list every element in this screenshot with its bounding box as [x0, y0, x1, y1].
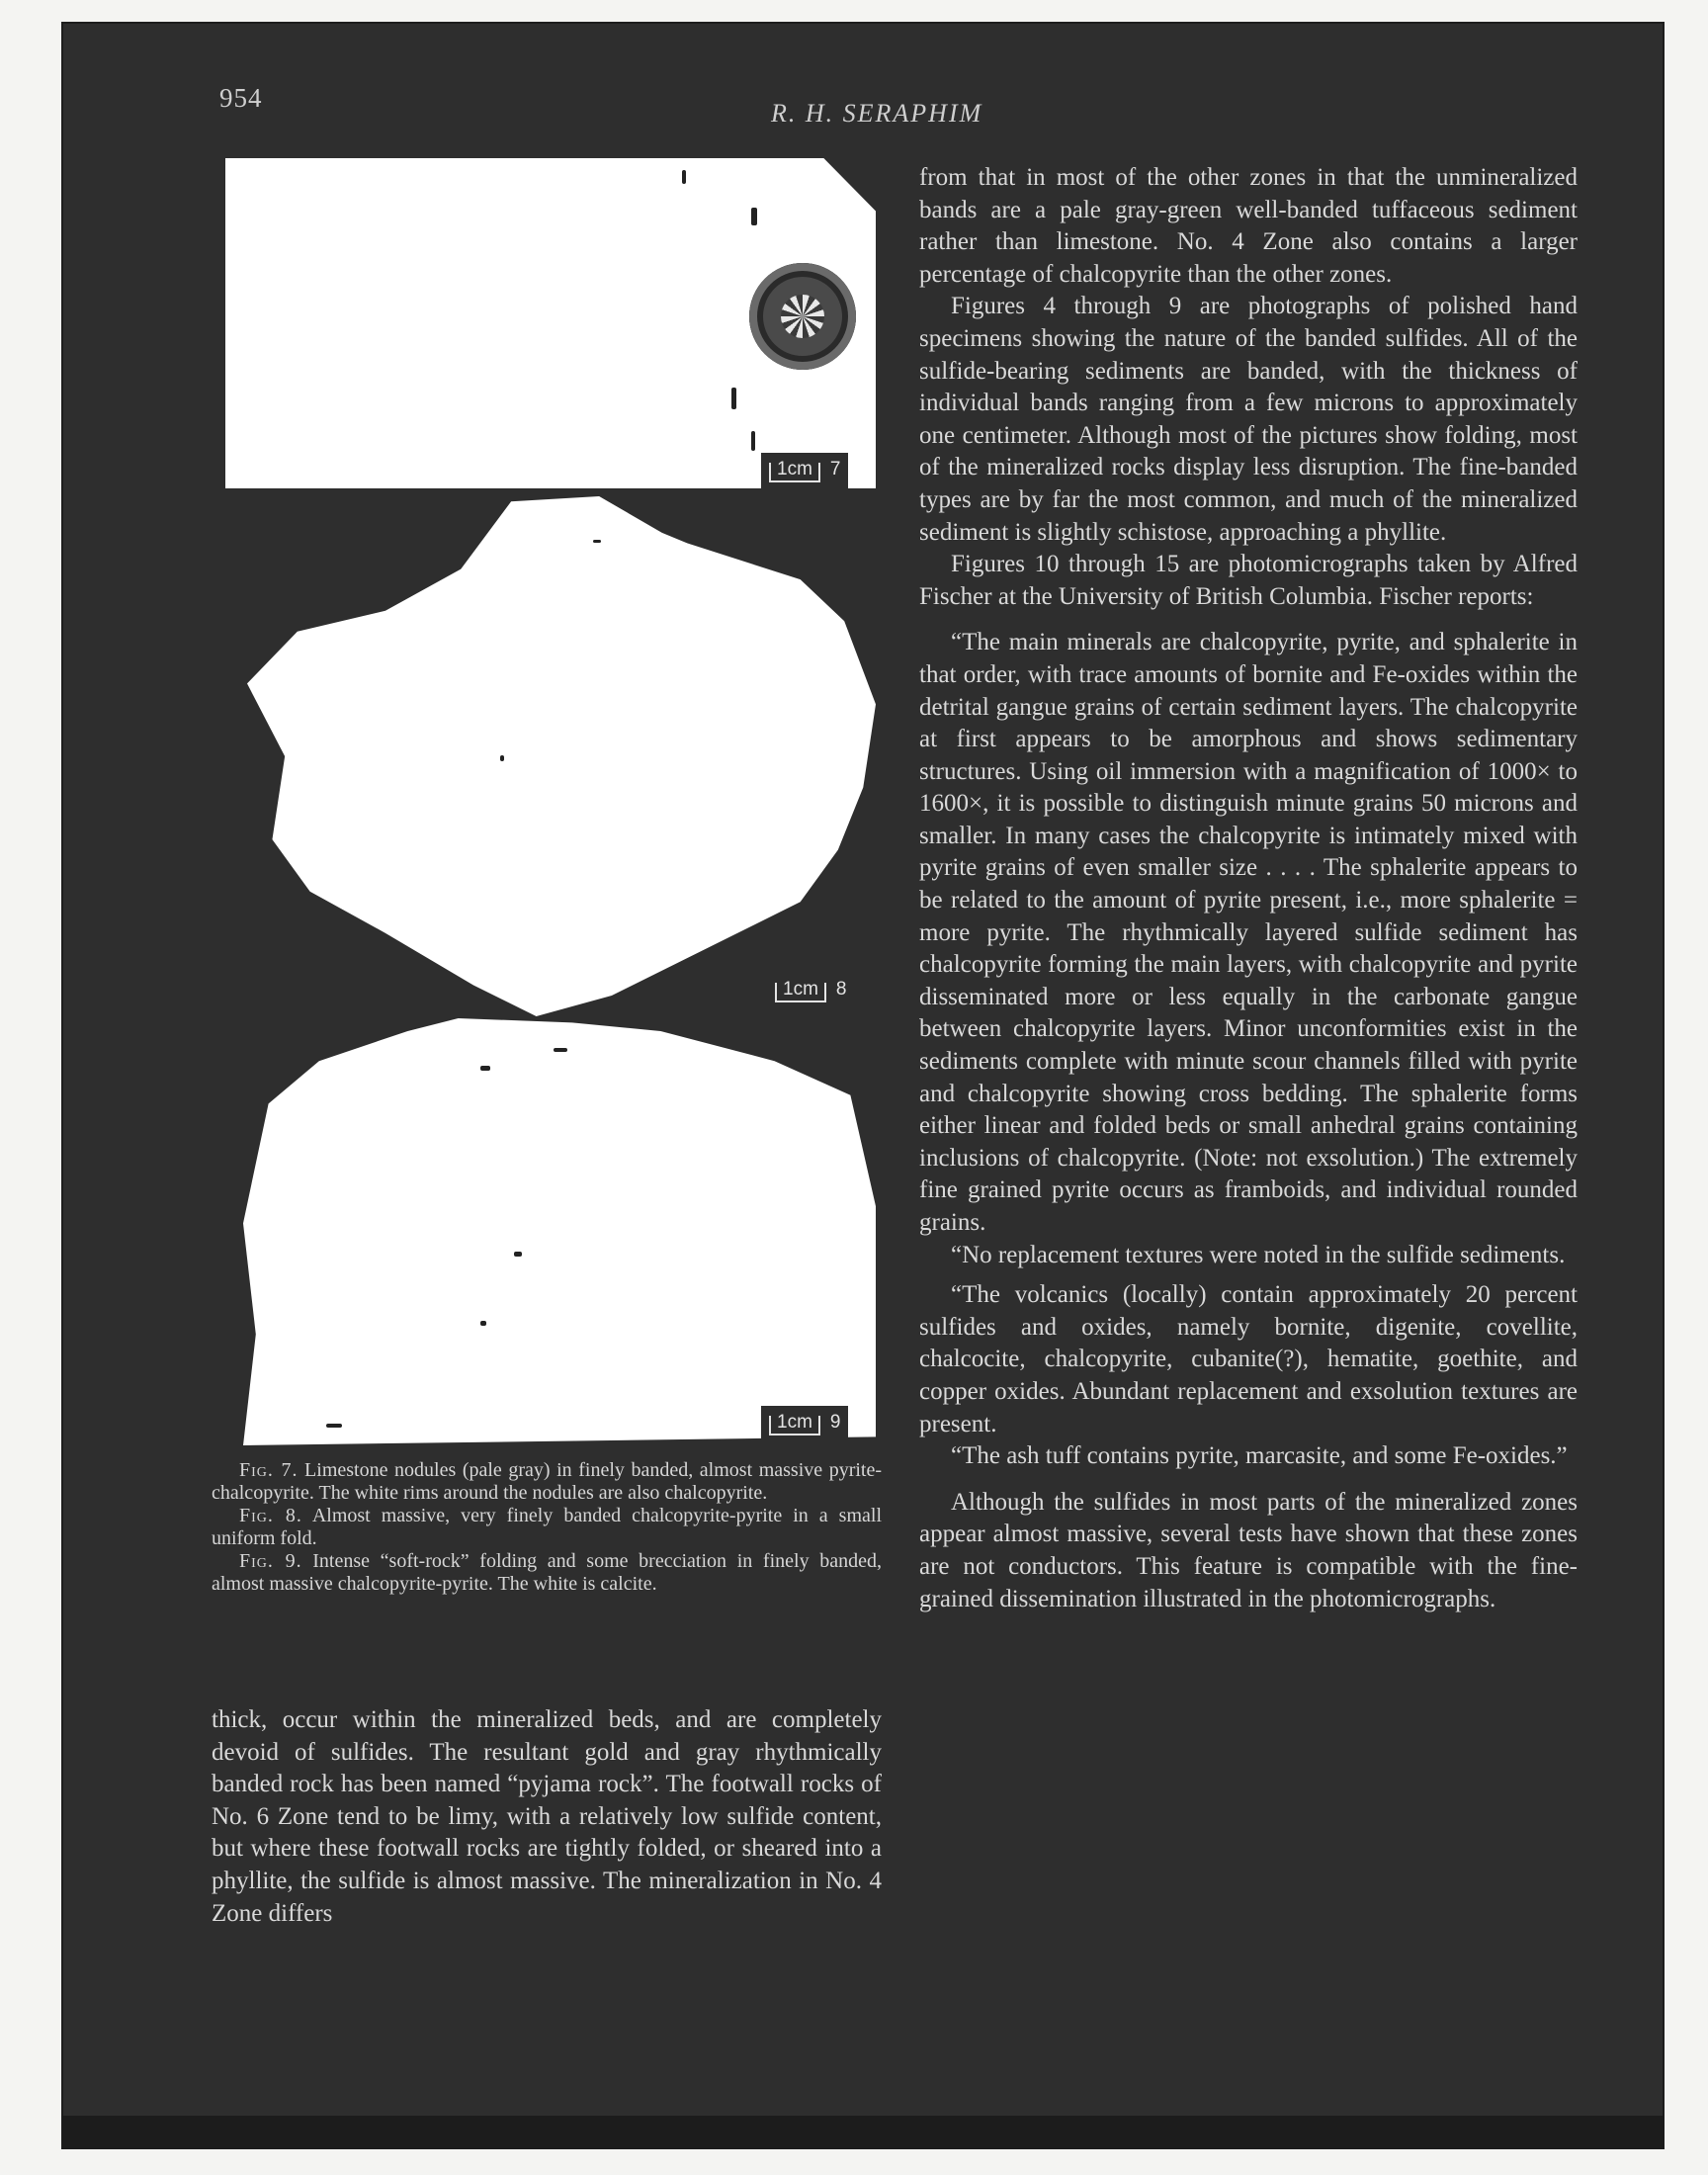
page-number: 954	[219, 83, 263, 113]
speck	[682, 170, 686, 184]
left-paragraph: thick, occur within the mineralized beds, and are completely devoid of sulfides. The resultant gold and gray rhythmically banded rock has been named “pyjama rock”. The footwall rocks of No. 6 Zone tend to be limy, with a relatively low sulfide content, but where these footwall rocks are tightly folded, or sheared into a phyllite, the sulfide is almost massive. The mineralization in No. 4 Zone differs	[212, 1706, 882, 1927]
fischer-quote-3: “The volcanics (locally) contain approximately 20 percent sulfides and oxides, namely bornite, digenite, covellite, chalcocite, chalcopyrite, cubanite(?), hematite, goethite, and copper oxides. Abundant replacement and exsolution textures are present.	[919, 1281, 1578, 1437]
fischer-quote-2: “No replacement textures were noted in the sulfide sediments.	[951, 1241, 1566, 1268]
caption-label: Fig. 7.	[239, 1459, 299, 1481]
scale-bar-label: 1cm	[769, 1416, 820, 1436]
speck	[751, 431, 755, 451]
speck	[480, 1321, 486, 1326]
scale-bar-label: 1cm	[775, 983, 826, 1002]
figure-9-photo	[243, 1018, 876, 1445]
caption-text: Almost massive, very finely banded chalcopyrite-pyrite in a small uniform fold.	[212, 1505, 882, 1549]
speck	[593, 540, 601, 543]
fischer-quote-4: “The ash tuff contains pyrite, marcasite, and some Fe-oxides.”	[951, 1442, 1568, 1470]
running-head: R. H. SERAPHIM	[771, 99, 983, 128]
right-paragraph-4: Although the sulfides in most parts of the mineralized zones appear almost massive, several tests have shown that these zones are not conductors. This feature is compatible with the fine-grained dissemination illustrated in the photomicrographs.	[919, 1488, 1578, 1612]
nodule-core	[781, 295, 824, 338]
fischer-quote-1: “The main minerals are chalcopyrite, pyrite, and sphalerite in that order, with trace amounts of bornite and Fe-oxides within the detrital gangue grains of certain sediment layers. The chalcopyrite at first appears to be amorphous and shows sedimentary structures. Using oil immersion with a magnification of 1000× to 1600×, it is possible to distinguish minute grains 50 microns and smaller. In many cases the chalcopyrite is intimately mixed with pyrite grains of even smaller size . . . . The sphalerite appears to be related to the amount of pyrite present, i.e., more sphalerite = more pyrite. The rhythmically layered sulfide sediment has chalcopyrite forming the main layers, with chalcopyrite and pyrite disseminated more or less equally in the carbonate gangue between chalcopyrite layers. Minor unconformities exist in the sediments complete with minute scour channels filled with pyrite and chalcopyrite showing cross bedding. The sphalerite forms either linear and folded beds or small anhedral grains containing inclusions of chalcopyrite. (Note: not exsolution.) The extremely fine grained pyrite occurs as framboids, and individual rounded grains.	[919, 629, 1578, 1236]
right-paragraph-3: Figures 10 through 15 are photomicrographs taken by Alfred Fischer at the University of British Columbia. Fischer reports:	[919, 551, 1578, 610]
caption-text: Intense “soft-rock” folding and some brecciation in finely banded, almost massive chalcopyrite-pyrite. The white is calcite.	[212, 1550, 882, 1595]
left-column	[212, 1704, 882, 1930]
scale-bar-label: 1cm	[769, 463, 820, 482]
caption-text: Limestone nodules (pale gray) in finely banded, almost massive pyrite-chalcopyrite. The white rims around the nodules are also chalcopyrite.	[212, 1459, 883, 1504]
figure-captions	[212, 1459, 882, 1596]
right-column	[919, 162, 1578, 1615]
figure-7-scale	[761, 453, 848, 488]
speck	[554, 1048, 567, 1052]
figure-7-number: 7	[829, 459, 841, 479]
spacer	[919, 1473, 1578, 1487]
figure-8-number: 8	[835, 979, 847, 1000]
speck	[480, 1066, 490, 1071]
right-paragraph-2: Figures 4 through 9 are photographs of polished hand specimens showing the nature of the banded sulfides. All of the sulfide-bearing sediments are banded, with the thickness of individual bands ranging from a few microns to approximately one centimeter. Although most of the pictures show folding, most of the mineralized rocks display less disruption. The fine-banded types are by far the most common, and much of the mineralized sediment is slightly schistose, approaching a phyllite.	[919, 293, 1578, 546]
spacer	[919, 1271, 1578, 1279]
caption-label: Fig. 9.	[239, 1550, 302, 1572]
speck	[500, 755, 504, 761]
caption-fig-7	[212, 1459, 882, 1505]
caption-fig-9	[212, 1550, 882, 1596]
page-header	[0, 0, 1708, 148]
speck	[731, 388, 736, 409]
scan-bottom-edge	[61, 2116, 1665, 2149]
right-paragraph-1: from that in most of the other zones in that the unmineralized bands are a pale gray-green well-banded tuffaceous sediment rather than limestone. No. 4 Zone also contains a larger percentage of chalcopyrite than the other zones.	[919, 164, 1578, 288]
speck	[326, 1424, 342, 1428]
caption-label: Fig. 8.	[239, 1505, 302, 1526]
figure-9-number: 9	[829, 1412, 841, 1433]
figure-9-scale	[761, 1406, 848, 1441]
caption-fig-8	[212, 1505, 882, 1550]
figure-8-scale	[775, 979, 846, 1002]
speck	[751, 208, 757, 225]
speck	[514, 1252, 522, 1257]
spacer	[919, 613, 1578, 627]
